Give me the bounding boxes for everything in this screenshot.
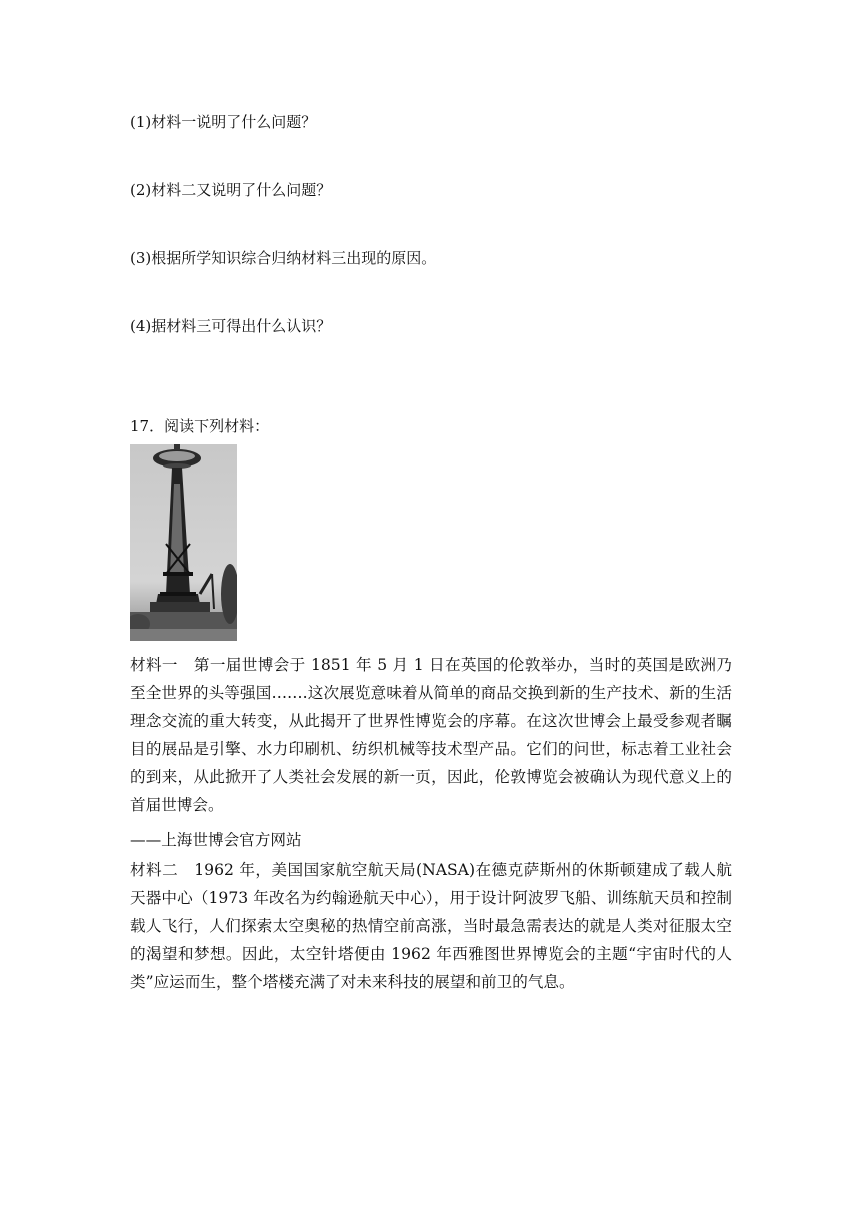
question-17-heading: 17．阅读下列材料： [130, 417, 270, 435]
material-1-source: ——上海世博会官方网站 [130, 831, 302, 849]
question-4: (4)据材料三可得出什么认识？ [130, 317, 332, 335]
material-2: 材料二 1962 年，美国国家航空航天局(NASA)在德克萨斯州的休斯顿建成了载人航天器中心（1973 年改名为约翰逊航天中心），用于设计阿波罗飞船、训练航天员和控制载人飞行，人们探索太空奥秘的热情空前高涨，当时最急需表达的就是人类对征服太空的渴望和梦想。因此，太空针塔便由 1962 年西雅图世界博览会的主题“宇宙时代的人类”应运而生，整个塔楼充满了对未来科技的展望和前卫的气息。 [130, 861, 732, 991]
question-2: (2)材料二又说明了什么问题？ [130, 181, 332, 199]
material-1: 材料一 第一届世博会于 1851 年 5 月 1 日在英国的伦敦举办，当时的英国是欧洲乃至全世界的头等强国…….这次展览意味着从简单的商品交换到新的生产技术、新的生活理念交流的重大转变，从此揭开了世界性博览会的序幕。在这次世博会上最受参观者瞩目的展品是引擎、水力印刷机、纺织机械等技术型产品。它们的问世，标志着工业社会的到来，从此掀开了人类社会发展的新一页，因此，伦敦博览会被确认为现代意义上的首届世博会。 [130, 656, 732, 814]
question-3: (3)根据所学知识综合归纳材料三出现的原因。 [130, 249, 437, 267]
space-needle-photo [130, 444, 237, 641]
question-1: (1)材料一说明了什么问题？ [130, 113, 317, 131]
